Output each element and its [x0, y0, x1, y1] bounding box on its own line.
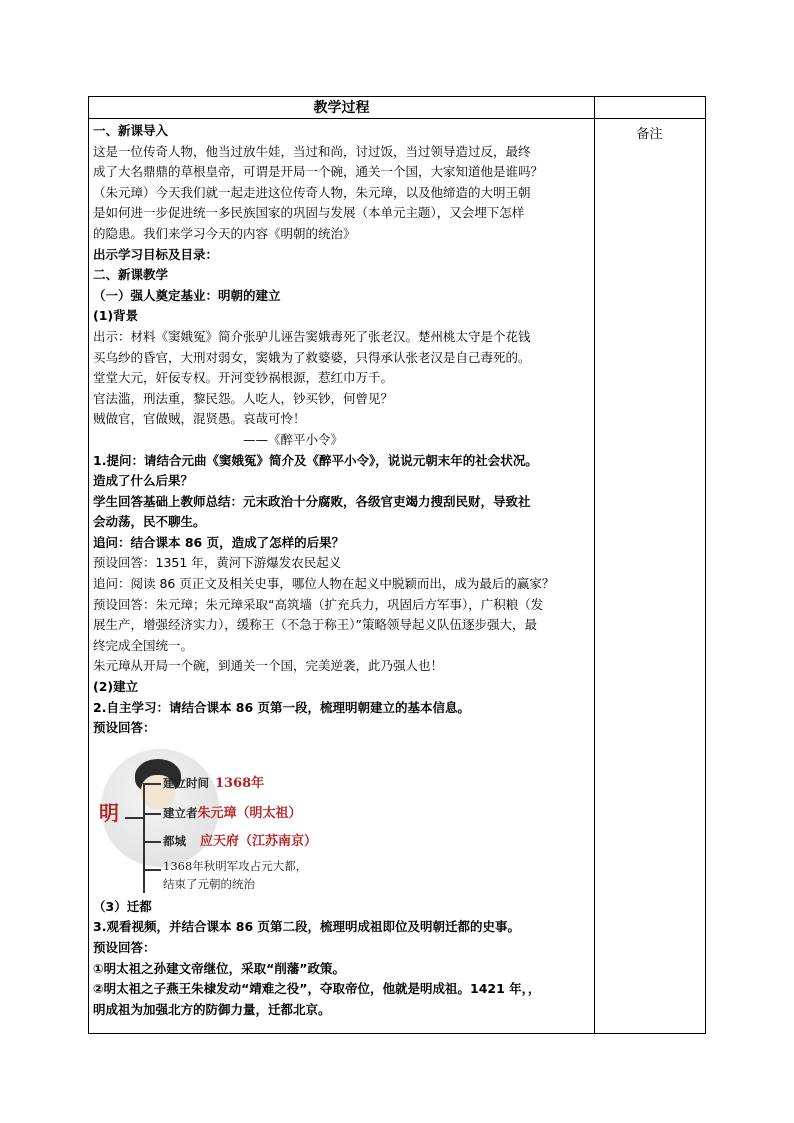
text-line: 预设回答：1351 年，黄河下游爆发农民起义	[93, 555, 342, 571]
text-line: 买乌纱的昏官，大刑对弱女，窦娥为了救婆婆，只得承认张老汉是自己毒死的。	[93, 349, 531, 365]
dynasty-char: 明	[99, 800, 119, 825]
text-line: 二、新课教学	[93, 267, 169, 283]
text-line: 出示：材料《窦娥冤》简介张驴儿诬告窦娥毒死了张老汉。楚州桃太守是个花钱	[93, 328, 531, 344]
text-line: 一、新课导入	[93, 123, 169, 138]
column-divider	[594, 97, 595, 1033]
text-line: 预设回答：	[93, 940, 156, 955]
text-line: 追问：结合课本 86 页，造成了怎样的后果？	[93, 534, 345, 550]
text-line: 朱元璋从开局一个碗，到通关一个国，完美逆袭，此乃强人也！	[93, 658, 444, 674]
text-line: 出示学习目标及目录：	[93, 246, 219, 262]
brace-arm-2	[143, 813, 161, 815]
text-line: （朱元璋）今天我们就一起走进这位传奇人物，朱元璋，以及他缔造的大明王朝	[93, 184, 531, 200]
text-line: 这是一位传奇人物，他当过放牛娃，当过和尚，讨过饭，当过领导造过反，最终	[93, 143, 531, 159]
content-lines-part1	[93, 121, 591, 739]
brace-vertical	[143, 783, 145, 893]
text-line: 堂堂大元，奸佞专权。开河变钞祸根源，惹红巾万千。	[93, 370, 394, 386]
text-line: (2)建立	[93, 679, 139, 695]
brace-arm-4	[143, 869, 161, 871]
table-header-notes-cell	[594, 97, 705, 119]
brace-stem	[125, 817, 145, 819]
text-line: 预设回答：	[93, 720, 156, 736]
diagram-row-capital: 都城 应天府（江苏南京）	[163, 833, 318, 849]
text-line: 学生回答基础上教师总结：元末政治十分腐败，各级官吏竭力搜刮民财，导致社	[93, 493, 531, 509]
table-header-title: 教学过程	[89, 97, 594, 119]
text-line: 1.提问：请结合元曲《窦娥冤》简介及《醉平小令》，说说元朝末年的社会状况。	[93, 452, 538, 468]
text-line: 的隐患。我们来学习今天的内容《明朝的统治》	[93, 225, 356, 241]
content-lines-part2	[93, 897, 591, 1021]
text-line: 造成了什么后果？	[93, 473, 194, 489]
text-line: 展生产，增强经济实力），缓称王（不急于称王）”策略领导起义队伍逐步强大，最	[93, 617, 537, 633]
text-line: （3）迁都	[93, 898, 152, 914]
text-line: 预设回答：朱元璋；朱元璋采取“高筑墙（扩充兵力，巩固后方军事），广积粮（发	[93, 596, 544, 612]
diagram-note: 1368年秋明军攻占元大都， 结束了元朝的统治	[163, 858, 308, 891]
text-line: 是如何进一步促进统一多民族国家的巩固与发展（本单元主题），又会埋下怎样	[93, 205, 525, 221]
lesson-table	[88, 96, 706, 1034]
text-line: 贼做官，官做贼，混贤愚。哀哉可怜！	[93, 411, 306, 427]
text-line: 3.观看视频，并结合课本 86 页第二段，梳理明成祖即位及明朝迁都的史事。	[93, 919, 521, 935]
diagram-row-founder: 建立者朱元璋（明太祖）	[163, 805, 302, 821]
text-line: ——《醉平小令》	[243, 431, 344, 447]
notes-label: 备注	[636, 127, 663, 142]
ming-founding-diagram	[93, 741, 591, 897]
text-line: 官法滥，刑法重，黎民怨。人吃人，钞买钞，何曾见？	[93, 390, 394, 406]
text-line: (1)背景	[93, 308, 139, 324]
text-line: 追问：阅读 86 页正文及相关史事，哪位人物在起义中脱颖而出，成为最后的赢家？	[93, 576, 555, 592]
text-line: 成了大名鼎鼎的草根皇帝，可谓是开局一个碗，通关一个国，大家知道他是谁吗？	[93, 164, 544, 180]
lesson-content	[93, 121, 591, 1020]
text-line: ②明太祖之子燕王朱棣发动“靖难之役”，夺取帝位，他就是明成祖。1421 年，，	[93, 981, 541, 997]
text-line: 明成祖为加强北方的防御力量，迁都北京。	[93, 1001, 331, 1017]
text-line: 终完成全国统一。	[93, 637, 194, 653]
brace-arm-3	[143, 841, 161, 843]
text-line: 2.自主学习：请结合课本 86 页第一段，梳理明朝建立的基本信息。	[93, 699, 471, 715]
text-line: 会动荡，民不聊生。	[93, 514, 206, 530]
diagram-row-time: 建立时间 1368年	[163, 775, 265, 791]
text-line: ①明太祖之孙建文帝继位，采取“削藩”政策。	[93, 960, 346, 976]
text-line: （一）强人奠定基业：明朝的建立	[93, 287, 281, 303]
brace-arm-1	[143, 783, 161, 785]
